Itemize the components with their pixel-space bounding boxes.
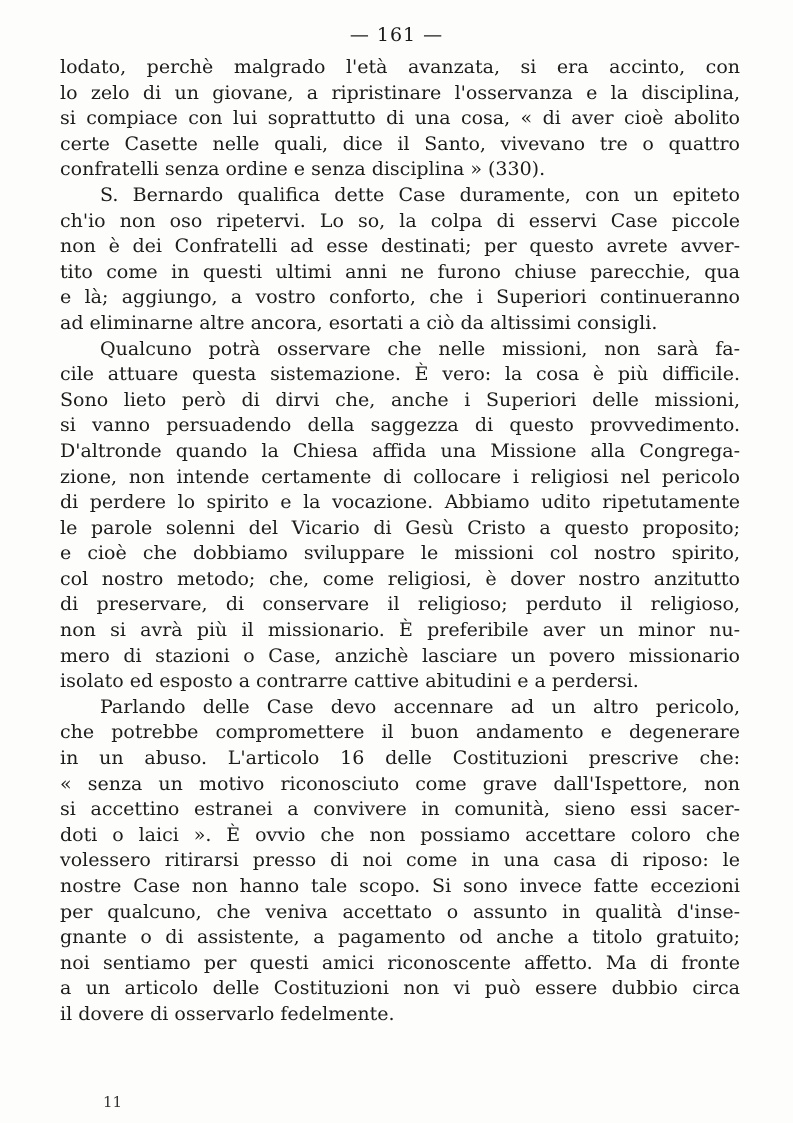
- text-line: doti o laici ». È ovvio che non possiamo accettare coloro che: [60, 823, 740, 846]
- body-text: [60, 55, 740, 1028]
- paragraph: [60, 337, 740, 695]
- text-line: le parole solenni del Vicario di Gesù Cristo a questo proposito;: [60, 516, 740, 539]
- text-line: « senza un motivo riconosciuto come grave dall'Ispettore, non: [60, 772, 740, 795]
- text-line: tito come in questi ultimi anni ne furono chiuse parecchie, qua: [60, 260, 740, 283]
- text-line: si compiace con lui soprattutto di una cosa, « di aver cioè abolito: [60, 107, 740, 130]
- text-line: non si avrà più il missionario. È preferibile aver un minor nu-: [60, 619, 740, 642]
- page-number: — 161 —: [349, 24, 444, 46]
- text-line: in un abuso. L'articolo 16 delle Costituzioni prescrive che:: [60, 747, 740, 770]
- paragraph: [60, 183, 740, 337]
- text-line: e cioè che dobbiamo sviluppare le missioni col nostro spirito,: [60, 542, 740, 565]
- text-line: Qualcuno potrà osservare che nelle missioni, non sarà fa-: [100, 337, 740, 360]
- text-line: che potrebbe compromettere il buon andamento e degenerare: [60, 721, 740, 744]
- text-line: si accettino estranei a convivere in comunità, sieno essi sacer-: [60, 798, 740, 821]
- text-line: S. Bernardo qualifica dette Case duramente, con un epiteto: [100, 183, 740, 206]
- text-line: Parlando delle Case devo accennare ad un altro pericolo,: [100, 695, 740, 718]
- text-line: zione, non intende certamente di collocare i religiosi nel pericolo: [60, 465, 740, 488]
- text-line: non è dei Confratelli ad esse destinati; per questo avrete avver-: [60, 235, 740, 258]
- text-line: di perdere lo spirito e la vocazione. Abbiamo udito ripetutamente: [60, 491, 740, 514]
- text-line: il dovere di osservarlo fedelmente.: [60, 1002, 395, 1025]
- text-line: Sono lieto però di dirvi che, anche i Superiori delle missioni,: [60, 388, 740, 411]
- text-line: nostre Case non hanno tale scopo. Si sono invece fatte eccezioni: [60, 875, 740, 897]
- text-line: per qualcuno, che veniva accettato o assunto in qualità d'inse-: [60, 900, 740, 923]
- text-line: si vanno persuadendo della saggezza di questo provvedimento.: [60, 414, 740, 437]
- text-line: a un articolo delle Costituzioni non vi può essere dubbio circa: [60, 977, 740, 1000]
- text-line: mero di stazioni o Case, anzichè lasciare un povero missionario: [60, 644, 740, 667]
- text-line: isolato ed esposto a contrarre cattive abitudini e a perdersi.: [60, 670, 639, 693]
- text-line: ad eliminarne altre ancora, esortati a ciò da altissimi consigli.: [60, 311, 658, 334]
- text-line: di preservare, di conservare il religioso; perduto il religioso,: [60, 593, 740, 616]
- text-line: lodato, perchè malgrado l'età avanzata, si era accinto, con: [60, 56, 740, 78]
- text-line: confratelli senza ordine e senza disciplina » (330).: [60, 158, 546, 181]
- text-line: volessero ritirarsi presso di noi come in una casa di riposo: le: [60, 849, 740, 872]
- text-line: col nostro metodo; che, come religiosi, è dover nostro anzitutto: [60, 567, 740, 590]
- signature-mark: 11: [103, 1093, 123, 1111]
- paragraph: [60, 55, 740, 183]
- paragraph: [60, 695, 740, 1028]
- text-line: certe Casette nelle quali, dice il Santo, vivevano tre o quattro: [60, 132, 740, 155]
- text-line: ch'io non oso ripetervi. Lo so, la colpa di esservi Case piccole: [60, 209, 740, 232]
- text-line: D'altronde quando la Chiesa affida una Missione alla Congrega-: [60, 439, 740, 462]
- text-line: cile attuare questa sistemazione. È vero: la cosa è più difficile.: [60, 363, 740, 386]
- text-line: gnante o di assistente, a pagamento od anche a titolo gratuito;: [60, 926, 740, 949]
- text-line: e là; aggiungo, a vostro conforto, che i Superiori continueranno: [60, 286, 740, 309]
- text-line: noi sentiamo per questi amici riconoscente affetto. Ma di fronte: [60, 951, 740, 974]
- text-line: lo zelo di un giovane, a ripristinare l'osservanza e la disciplina,: [60, 81, 740, 104]
